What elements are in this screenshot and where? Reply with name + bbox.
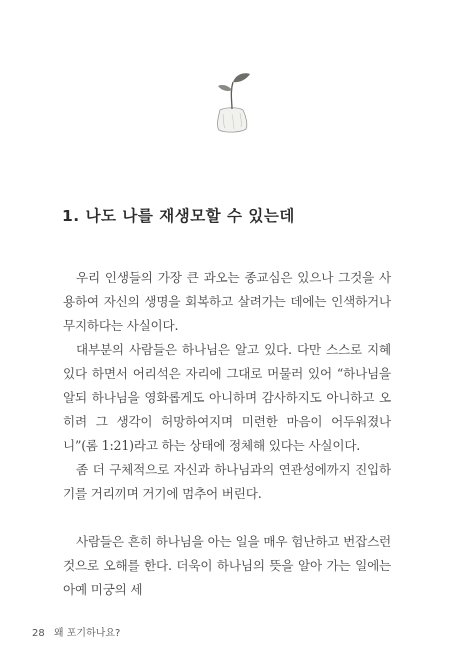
paragraph: 사람들은 흔히 하나님을 아는 일을 매우 험난하고 번잡스런 것으로 오해를 한다. 더욱이 하나님의 뜻을 알아 가는 일에는 아예 미궁의 세	[63, 534, 391, 597]
paragraph-gap	[63, 506, 391, 530]
page-number: 28	[32, 628, 45, 639]
running-title: 왜 포기하나요?	[53, 628, 121, 639]
paragraph: 우리 인생들의 가장 큰 과오는 종교심은 있으나 그것을 사용하여 자신의 생명을 회복하고 살려가는 데에는 인색하거나 무지하다는 사실이다.	[63, 270, 391, 333]
body-text	[63, 266, 391, 602]
paragraph: 대부분의 사람들은 하나님은 알고 있다. 다만 스스로 지혜 있다 하면서 어리석은 자리에 그대로 머물러 있어 “하나님을 알되 하나님을 영화롭게도 아니하며 감사하지도 아니하고 오히려 그 생각이 허망하여지며 미련한 마음이 어두워졌나니”(롬 1:21)라고 하는 상태에 정체해 있다는 사실이다.	[63, 342, 391, 453]
paragraph: 좀 더 구체적으로 자신과 하나님과의 연관성에까지 진입하기를 거리끼며 거기에 멈추어 버린다.	[63, 462, 391, 501]
page-footer	[32, 624, 120, 639]
chapter-title: 1. 나도 나를 재생모할 수 있는데	[62, 207, 295, 225]
sprout-in-sack-icon	[210, 68, 256, 134]
